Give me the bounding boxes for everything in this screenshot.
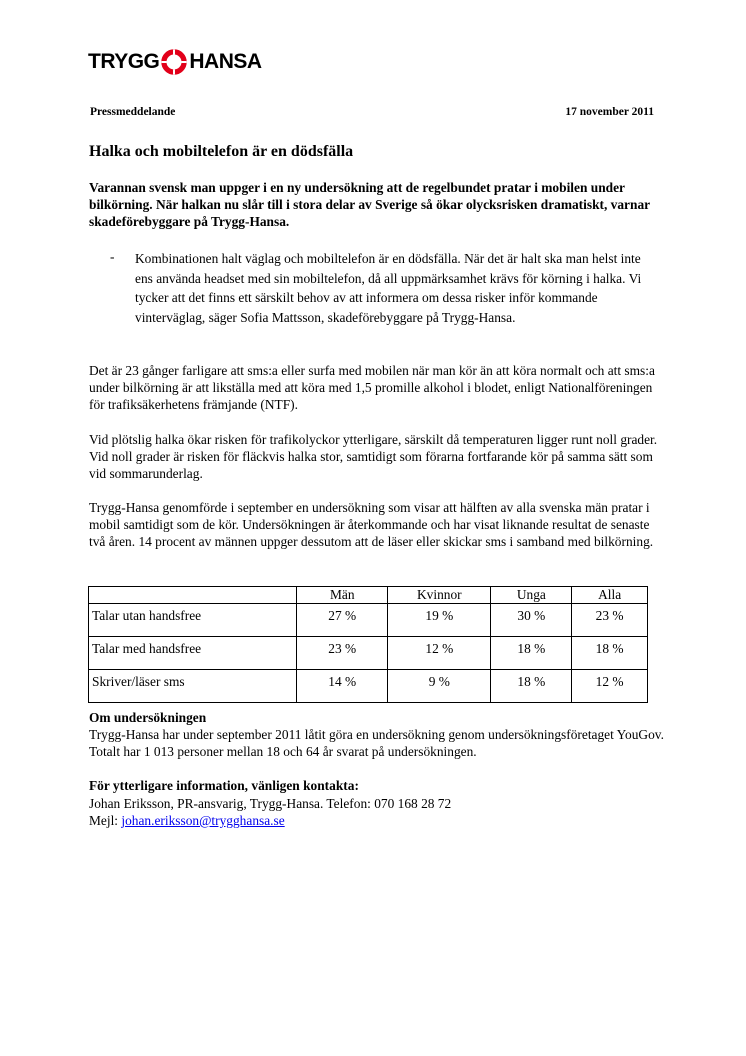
contact-block bbox=[89, 795, 451, 829]
table-cell: 30 % bbox=[491, 604, 572, 637]
table-row bbox=[89, 637, 648, 670]
table-row bbox=[89, 670, 648, 703]
table-cell: 12 % bbox=[388, 637, 491, 670]
body-paragraph: Det är 23 gånger farligare att sms:a eller surfa med mobilen när man kör än att köra normalt och att sms:a under bilkörning är att likställa med att köra med 1,5 promille alkohol i blodet, enligt Nationalföreningen för trafiksäkerhetens främjande (NTF). bbox=[89, 363, 655, 412]
body-paragraph: Vid plötslig halka ökar risken för trafikolyckor ytterligare, särskilt då temperaturen ligger runt noll grader. Vid noll grader är risken för fläckvis halka stor, samtidigt som förarna fortfarande kör på samma sätt som vid sommarunderlag. bbox=[89, 432, 658, 481]
about-heading: Om undersökningen bbox=[89, 710, 207, 725]
survey-table bbox=[88, 586, 648, 703]
table-cell: 19 % bbox=[388, 604, 491, 637]
table-row bbox=[89, 604, 648, 637]
contact-mail-line bbox=[89, 812, 451, 829]
lead-paragraph: Varannan svensk man uppger i en ny undersökning att de regelbundet pratar i mobilen under bilkörning. När halkan nu slår till i stora delar av Sverige så ökar olycksrisken dramatiskt, varnar skadeförebyggare på Trygg-Hansa. bbox=[89, 180, 650, 229]
table-header-cell: Kvinnor bbox=[388, 587, 491, 604]
document-type: Pressmeddelande bbox=[90, 106, 176, 118]
trygg-hansa-logo bbox=[88, 48, 262, 76]
table-cell: 14 % bbox=[297, 670, 388, 703]
table-header-cell: Män bbox=[297, 587, 388, 604]
quote-bullet: - bbox=[110, 249, 115, 264]
logo-text-right: HANSA bbox=[189, 50, 262, 73]
table-cell: 23 % bbox=[572, 604, 648, 637]
table-cell: Talar med handsfree bbox=[89, 637, 297, 670]
table-cell: 18 % bbox=[491, 670, 572, 703]
table-header-cell bbox=[89, 587, 297, 604]
table-cell: 18 % bbox=[572, 637, 648, 670]
document-date: 17 november 2011 bbox=[565, 106, 654, 118]
page-title: Halka och mobiltelefon är en dödsfälla bbox=[89, 143, 354, 160]
about-text: Trygg-Hansa har under september 2011 låtit göra en undersökning genom undersökningsföretaget YouGov. Totalt har 1 013 personer mellan 18 och 64 år svarat på undersökningen. bbox=[89, 727, 664, 759]
table-cell: Talar utan handsfree bbox=[89, 604, 297, 637]
lifebuoy-icon bbox=[161, 49, 187, 75]
contact-heading: För ytterligare information, vänligen kontakta: bbox=[89, 778, 359, 793]
table-cell: Skriver/läser sms bbox=[89, 670, 297, 703]
table-header-cell: Alla bbox=[572, 587, 648, 604]
logo-text-left: TRYGG bbox=[88, 50, 160, 73]
table-cell: 27 % bbox=[297, 604, 388, 637]
body-paragraph: Trygg-Hansa genomförde i september en undersökning som visar att hälften av alla svenska män pratar i mobil samtidigt som de kör. Undersökningen är återkommande och har visat liknande resultat de senaste två åren. 14 procent av männen uppger dessutom att de läser eller skickar sms i samband med bilkörning. bbox=[89, 500, 654, 549]
table-header-row bbox=[89, 587, 648, 604]
table-cell: 9 % bbox=[388, 670, 491, 703]
table-cell: 12 % bbox=[572, 670, 648, 703]
mail-label: Mejl: bbox=[89, 813, 122, 828]
contact-line: Johan Eriksson, PR-ansvarig, Trygg-Hansa. Telefon: 070 168 28 72 bbox=[89, 796, 452, 811]
table-cell: 18 % bbox=[491, 637, 572, 670]
table-header-cell: Unga bbox=[491, 587, 572, 604]
table-cell: 23 % bbox=[297, 637, 388, 670]
email-link[interactable]: johan.eriksson@trygghansa.se bbox=[121, 813, 285, 828]
quote-paragraph: Kombinationen halt väglag och mobiltelefon är en dödsfälla. När det är halt ska man helst inte ens använda headset med sin mobiltelefon, då all uppmärksamhet krävs för körning i halka. Vi tycker att det finns ett särskilt behov av att informera om dessa risker inför kommande vinterväglag, säger Sofia Mattsson, skadeförebyggare på Trygg-Hansa. bbox=[135, 251, 642, 325]
